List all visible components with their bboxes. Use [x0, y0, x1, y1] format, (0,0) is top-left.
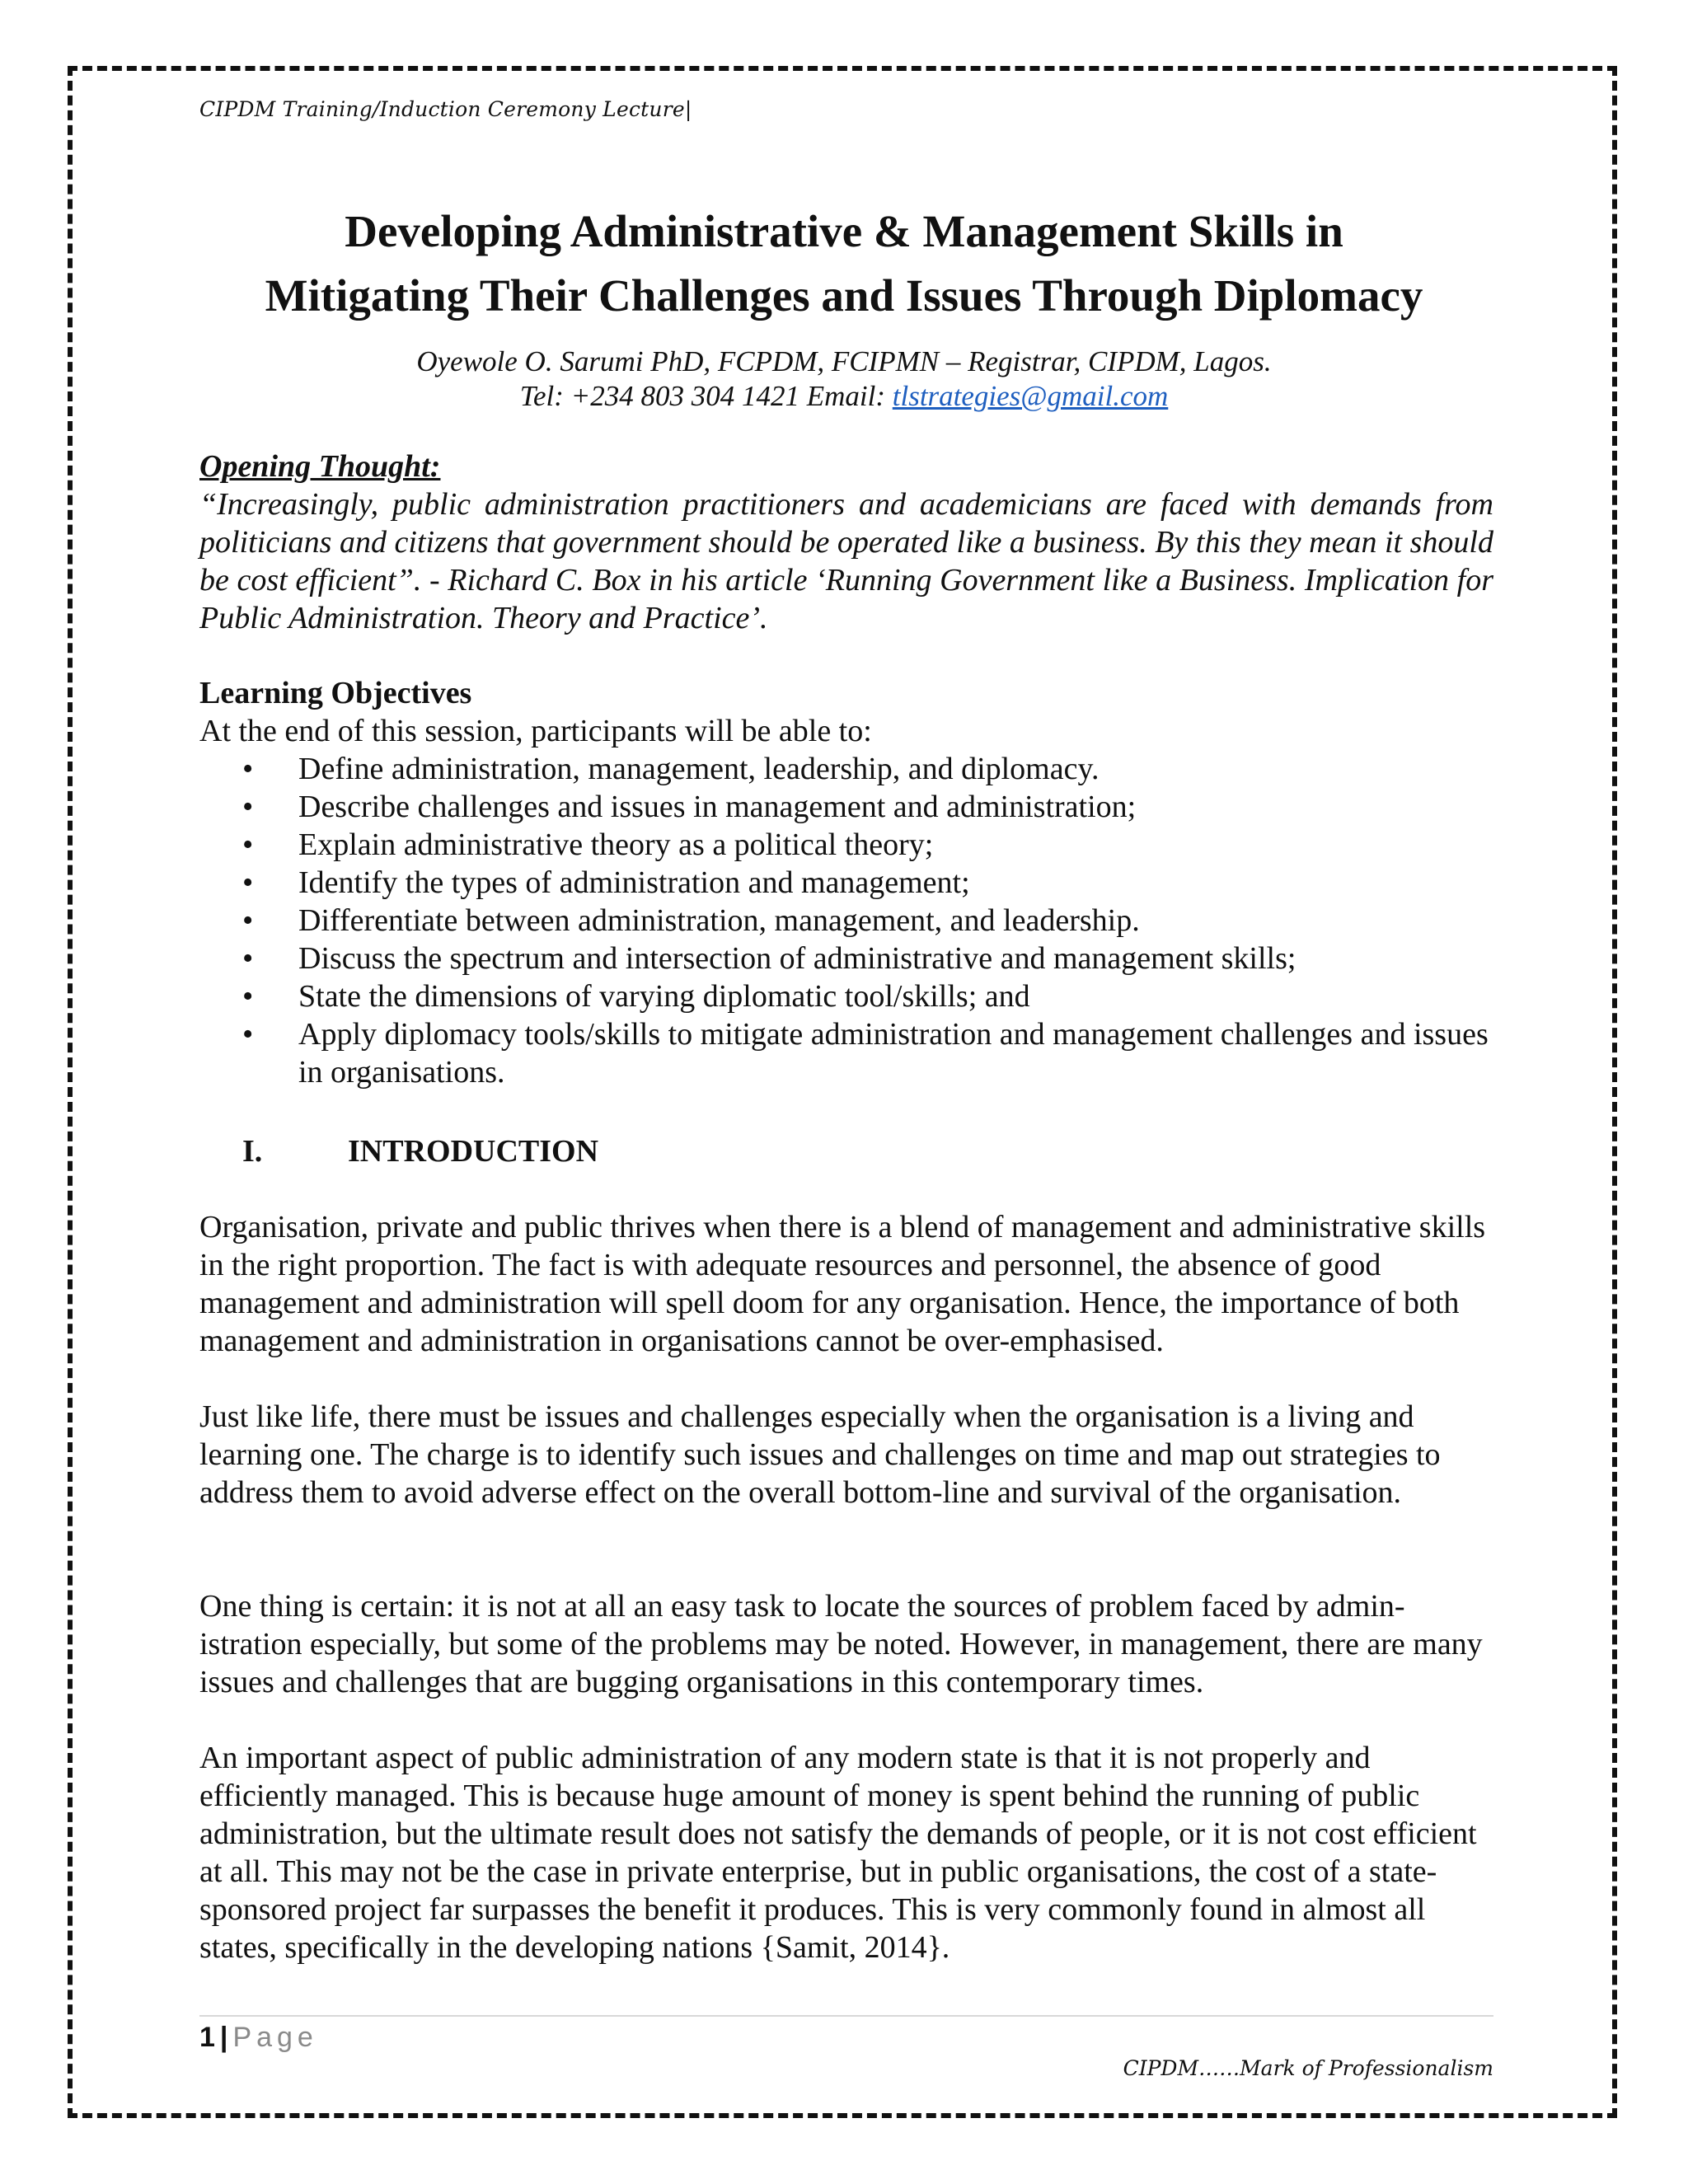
section-number: I. — [242, 1134, 263, 1169]
footer-divider — [199, 2015, 1493, 2017]
running-footer: CIPDM……Mark of Professionalism — [1123, 2056, 1493, 2080]
opening-quote: “Increasingly, public administration practitioners and academicians are faced with demands from politicians and citizens that government should be operated like a business. By this they mean it should be cost efficient”. - Richard C. Box in his article ‘Running Government like a Business. Implication for Public Administration. Theory and Practice’. — [199, 487, 1493, 635]
page-number: 1 — [199, 2022, 215, 2053]
objective-item: • Define administration, management, leadership, and diplomacy. — [199, 750, 1493, 788]
objective-item: • Describe challenges and issues in management and administration; — [199, 788, 1493, 826]
opening-thought-heading: Opening Thought: — [199, 449, 441, 484]
objectives-list — [199, 750, 1493, 1091]
title-line-1: Developing Administrative & Management Skills in — [345, 206, 1343, 256]
title-line-2: Mitigating Their Challenges and Issues Through Diplomacy — [265, 270, 1423, 321]
page-separator: | — [219, 2022, 228, 2053]
author-line: Oyewole O. Sarumi PhD, FCPDM, FCIPMN – Registrar, CIPDM, Lagos. — [416, 345, 1272, 377]
objective-item: • Differentiate between administration, management, and leadership. — [199, 902, 1493, 940]
document-title — [124, 199, 1564, 328]
contact-line — [124, 379, 1564, 414]
learning-objectives-heading: Learning Objectives — [199, 676, 472, 710]
objective-item: • Identify the types of administration and management; — [199, 864, 1493, 902]
introduction-paragraph-3: One thing is certain: it is not at all an easy task to locate the sources of problem faced by admin-istration especially, but some of the problems may be noted. However, in management, there are many issues and challenges that are bugging organisations in this contemporary times. — [199, 1589, 1483, 1699]
author-block — [124, 344, 1564, 414]
introduction-paragraph-2: Just like life, there must be issues and challenges especially when the organisation is a living and learning one. The charge is to identify such issues and challenges on time and map out strategies to address them to avoid adverse effect on the overall bottom-line and survival of the organisation. — [199, 1399, 1441, 1510]
objective-item: • Apply diplomacy tools/skills to mitigate administration and management challenges and issues in organisations. — [199, 1015, 1493, 1091]
opening-thought-section — [199, 448, 1493, 637]
page-word: Page — [232, 2022, 318, 2053]
section-title: INTRODUCTION — [348, 1134, 599, 1169]
introduction-paragraph-4: An important aspect of public administration of any modern state is that it is not properly and efficiently managed. This is because huge amount of money is spent behind the running of public administration, but the ultimate result does not satisfy the demands of people, or it is not cost efficient at all. This may not be the case in private enterprise, but in public organisations, the cost of a state-sponsored project far surpasses the benefit it produces. This is very commonly found in almost all states, specifically in the developing nations {Samit, 2014}. — [199, 1741, 1477, 1965]
running-header: CIPDM Training/Induction Ceremony Lecture| — [199, 97, 692, 121]
objective-item: • Explain administrative theory as a political theory; — [199, 826, 1493, 864]
introduction-paragraph-1: Organisation, private and public thrives when there is a blend of management and administrative skills in the right proportion. The fact is with adequate resources and personnel, the absence of good management and administration will spell doom for any organisation. Hence, the importance of both management and administration in organisations cannot be over-emphasised. — [199, 1210, 1486, 1358]
introduction-heading — [242, 1132, 598, 1170]
objective-item: • State the dimensions of varying diplomatic tool/skills; and — [199, 977, 1493, 1015]
page-number-label — [199, 2019, 318, 2055]
objective-item: • Discuss the spectrum and intersection of administrative and management skills; — [199, 940, 1493, 977]
contact-prefix: Tel: +234 803 304 1421 Email: — [519, 380, 893, 412]
learning-objectives-section — [199, 674, 1493, 1091]
email-link[interactable]: tlstrategies@gmail.com — [892, 380, 1169, 412]
learning-objectives-intro: At the end of this session, participants will be able to: — [199, 714, 872, 748]
